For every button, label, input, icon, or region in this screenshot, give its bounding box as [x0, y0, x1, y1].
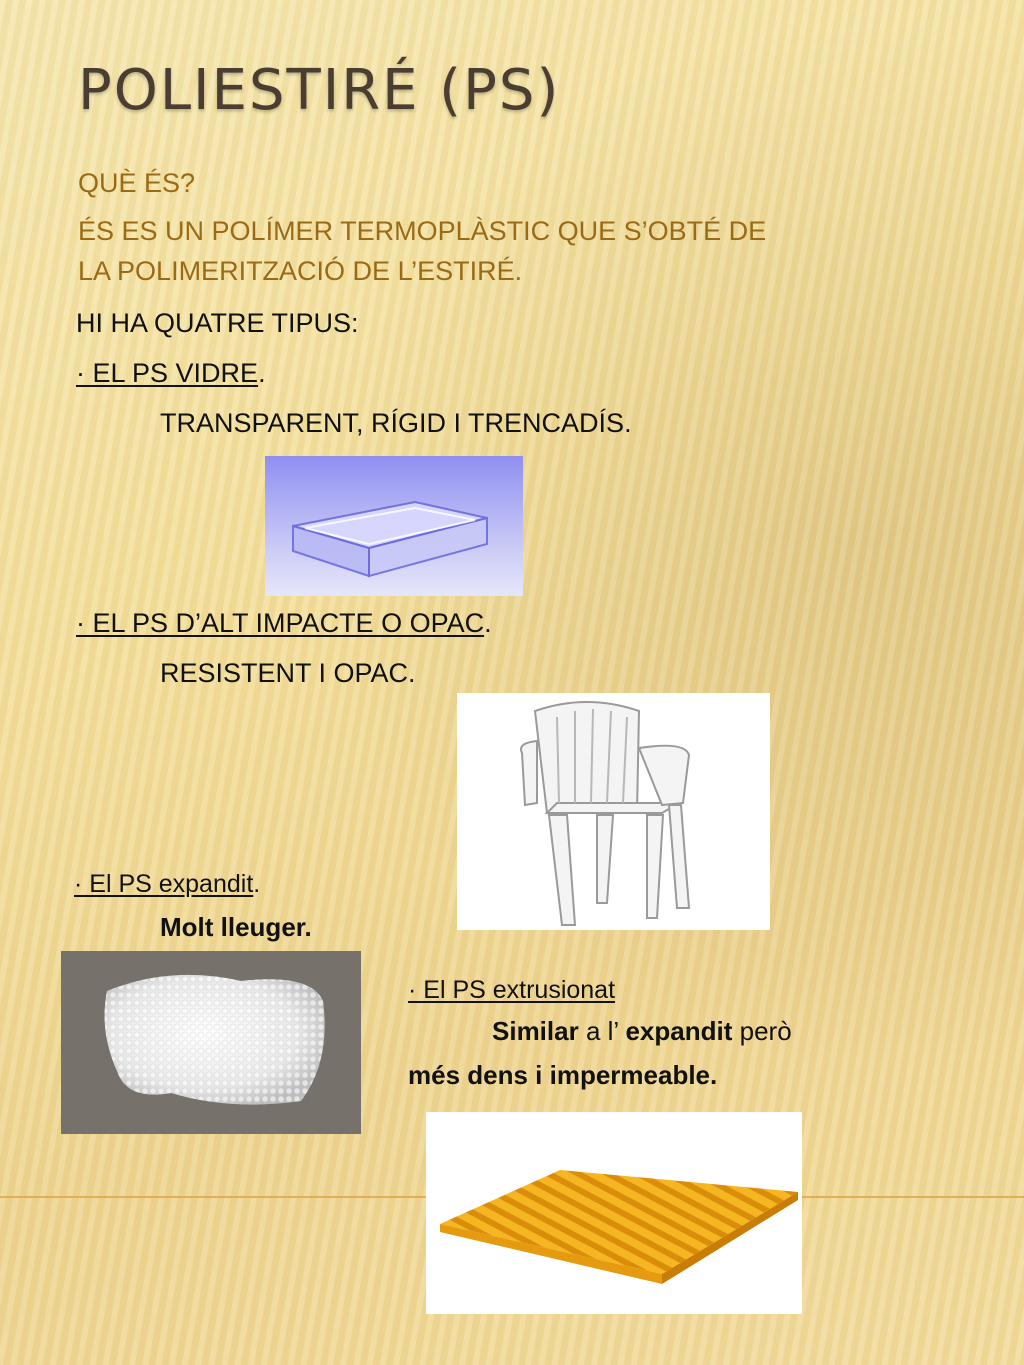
type-4-name — [408, 976, 615, 1005]
definition-line-2: LA POLIMERITZACIÓ DE L’ESTIRÉ. — [78, 256, 523, 286]
type-1-name-text: · EL PS VIDRE — [76, 358, 259, 388]
type-3-name-text: · El PS expandit — [74, 870, 254, 898]
type-4-description-line-2: més dens i impermeable. — [408, 1060, 718, 1090]
type-4-description-pero: però — [739, 1016, 792, 1046]
type-1-name — [76, 358, 266, 389]
types-intro: HI HA QUATRE TIPUS: — [76, 308, 359, 338]
type-4-description — [492, 1016, 792, 1047]
slide-title: POLIESTIRÉ (PS) — [78, 58, 561, 123]
plastic-chair-photo — [457, 693, 770, 930]
transparent-box-photo — [265, 456, 523, 596]
type-4-description-similar: Similar — [492, 1016, 579, 1046]
decorative-rule-right — [802, 1196, 1024, 1198]
type-2-name — [76, 608, 492, 639]
type-1-description: TRANSPARENT, RÍGID I TRENCADÍS. — [160, 408, 632, 438]
type-4-description-a: a l’ — [585, 1016, 619, 1046]
type-3-period: . — [253, 870, 261, 898]
type-2-description: RESISTENT I OPAC. — [160, 658, 416, 688]
type-3-description: Molt lleuger. — [160, 912, 312, 942]
decorative-rule-left — [0, 1196, 428, 1198]
expanded-polystyrene-photo — [61, 951, 361, 1134]
type-2-name-text: · EL PS D’ALT IMPACTE O OPAC — [76, 608, 485, 638]
extruded-board-photo — [426, 1112, 802, 1314]
question-heading: QUÈ ÉS? — [78, 168, 196, 198]
type-3-name — [74, 870, 260, 899]
type-4-description-expandit: expandit — [625, 1016, 733, 1046]
type-2-period: . — [484, 608, 492, 638]
type-4-name-text: · El PS extrusionat — [408, 976, 616, 1004]
definition-line-1: ÉS ES UN POLÍMER TERMOPLÀSTIC QUE S’OBTÉ DE — [78, 216, 767, 246]
type-1-period: . — [258, 358, 266, 388]
